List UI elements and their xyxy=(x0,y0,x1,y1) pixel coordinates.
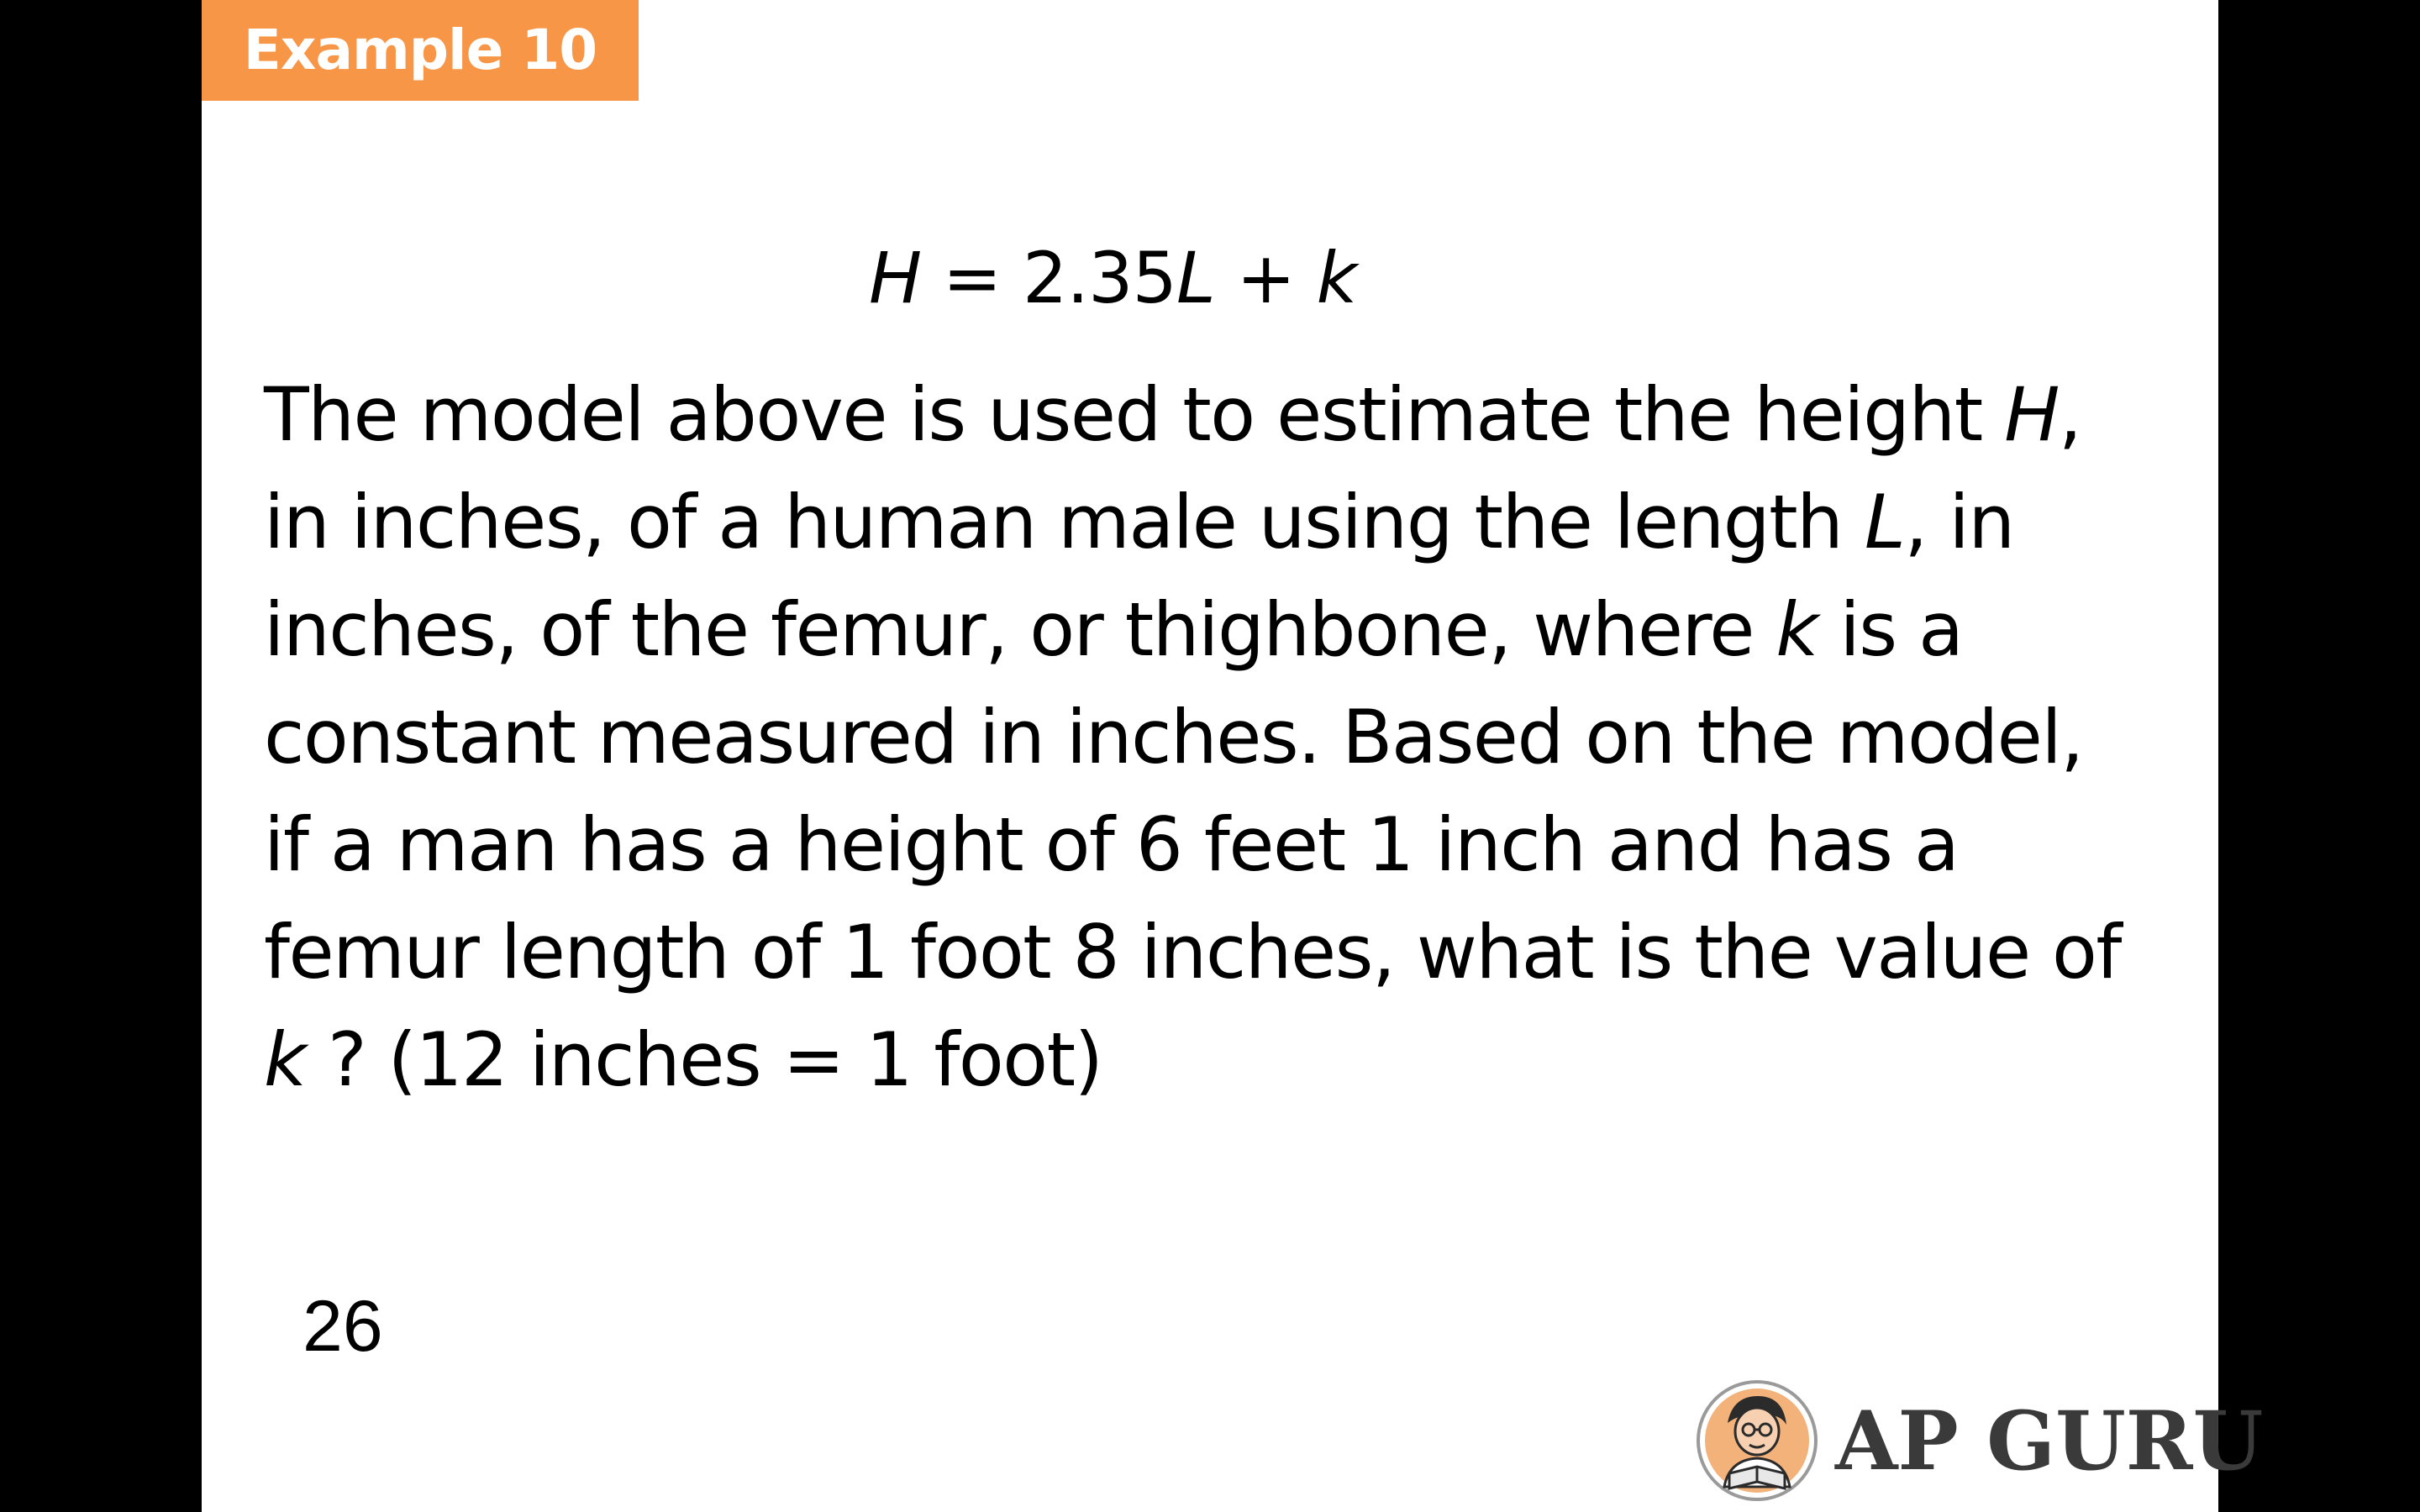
problem-line-7 xyxy=(264,1006,2196,1114)
problem-line-1a: The model above is used to estimate the height xyxy=(264,371,2005,458)
problem-var-h: H xyxy=(2004,371,2059,458)
problem-line-2 xyxy=(264,469,2196,576)
problem-line-2b: , in xyxy=(1904,479,2014,565)
formula-h: H xyxy=(869,237,922,319)
problem-line-2a: in inches, of a human male using the length xyxy=(264,479,1865,565)
example-label: Example 10 xyxy=(202,0,639,101)
formula-plus: + xyxy=(1214,237,1317,319)
problem-line-6: femur length of 1 foot 8 inches, what is the value of xyxy=(264,909,2121,995)
problem-text xyxy=(264,361,2196,1114)
problem-line-5: if a man has a height of 6 feet 1 inch and has a xyxy=(264,801,1959,888)
page-number: 26 xyxy=(302,1286,383,1367)
logo-text: AP GURU xyxy=(1835,1393,2264,1488)
problem-line-3 xyxy=(264,576,2196,684)
problem-line-4: constant measured in inches. Based on the model, xyxy=(264,694,2083,780)
problem-line-1 xyxy=(264,361,2196,469)
problem-var-l: L xyxy=(1864,479,1905,565)
problem-var-k: k xyxy=(1776,586,1818,673)
formula-l: L xyxy=(1176,237,1215,319)
formula-k: k xyxy=(1316,237,1357,319)
problem-line-3a: inches, of the femur, or thighbone, where xyxy=(264,586,1776,673)
problem-line-7b: ? (12 inches = 1 foot) xyxy=(305,1016,1102,1103)
formula xyxy=(869,237,1356,319)
ap-guru-logo xyxy=(1696,1378,2263,1504)
slide xyxy=(202,0,2264,1512)
problem-var-k-2: k xyxy=(264,1016,306,1103)
mascot-reading-icon xyxy=(1696,1379,1818,1502)
formula-eq: = 2.35 xyxy=(921,237,1176,319)
problem-line-1b: , xyxy=(2058,371,2081,458)
problem-line-3b: is a xyxy=(1817,586,1963,673)
